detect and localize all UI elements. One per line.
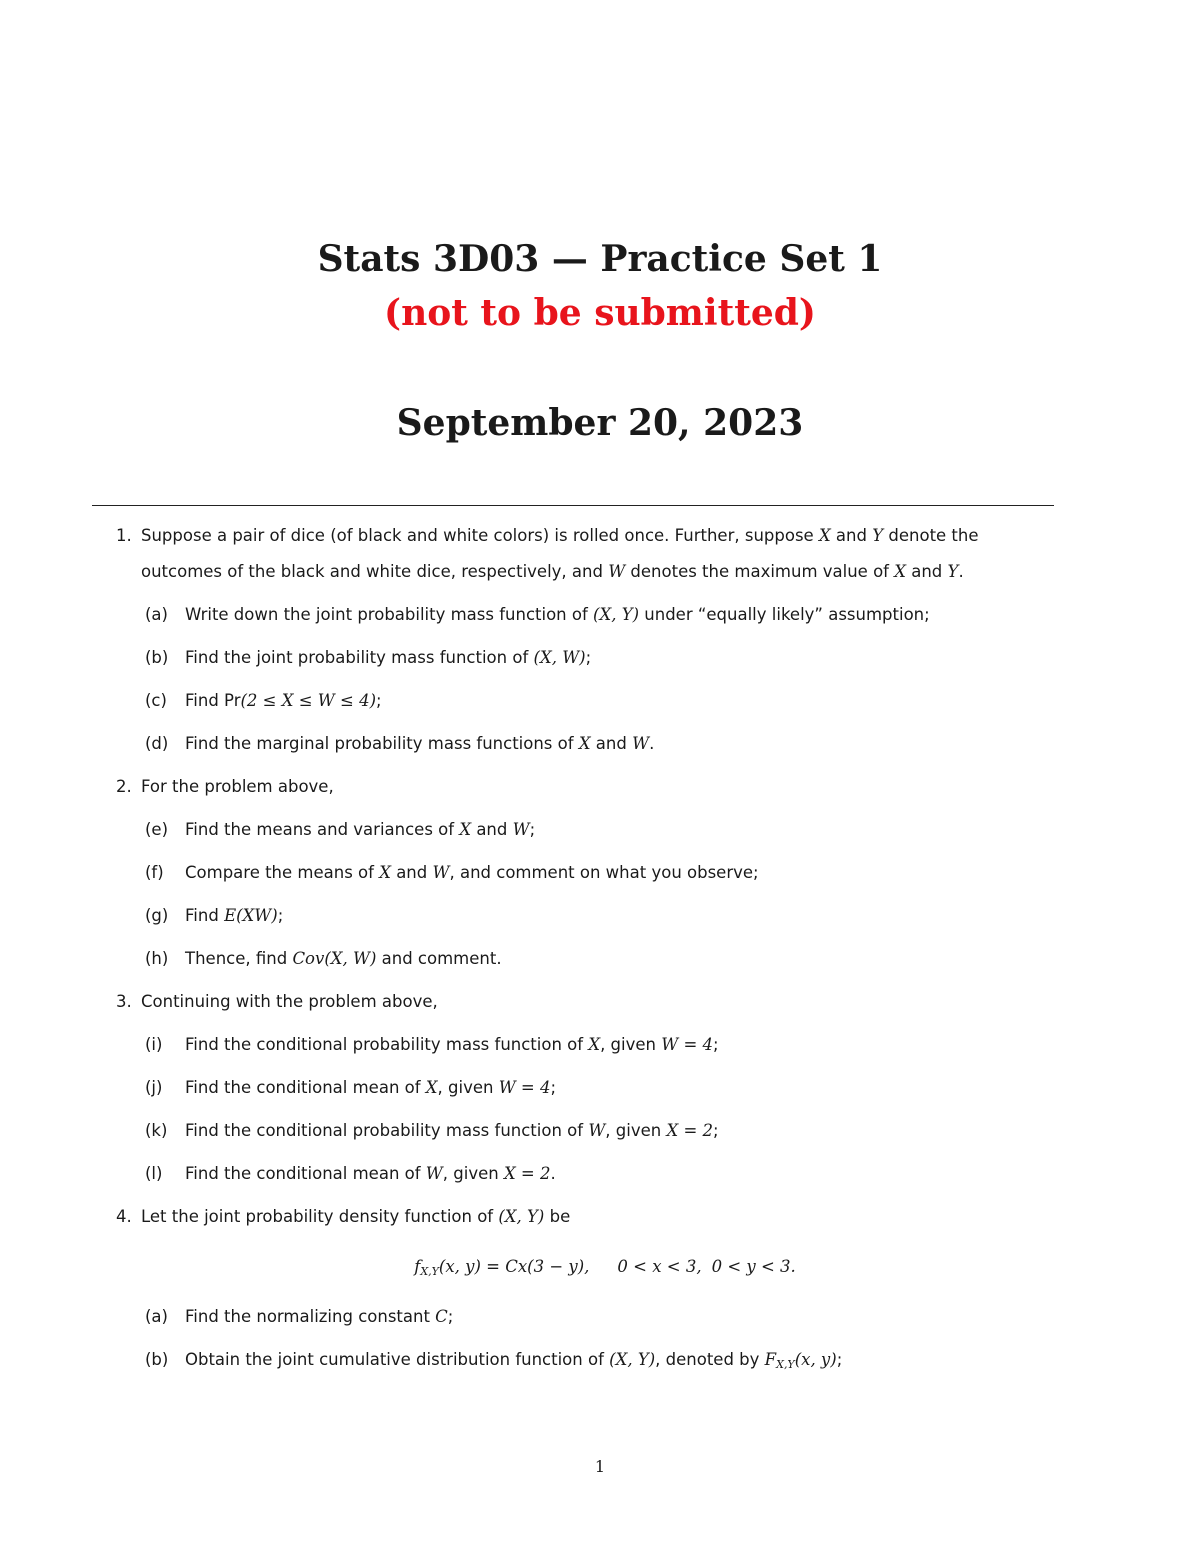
part-item: (b) Find the joint probability mass function of (X, W); [145, 648, 592, 667]
part-item: (d) Find the marginal probability mass functions of X and W. [145, 734, 655, 753]
question-parts [141, 1027, 1061, 1199]
question-1 [116, 518, 1061, 769]
question-text: Continuing with the problem above, [141, 992, 438, 1011]
question-text: Let the joint probability density function of (X, Y) be [141, 1207, 571, 1226]
part-item: (k) Find the conditional probability mass function of W, given X = 2; [145, 1121, 719, 1140]
part-item: (l) Find the conditional mean of W, given X = 2. [145, 1164, 556, 1183]
question-number: 1. [116, 526, 132, 545]
question-3 [116, 984, 1061, 1199]
question-number: 4. [116, 1207, 132, 1226]
question-text: For the problem above, [141, 777, 334, 796]
question-number: 2. [116, 777, 132, 796]
part-item: (h) Thence, find Cov(X, W) and comment. [145, 949, 502, 968]
question-text: Suppose a pair of dice (of black and white colors) is rolled once. Further, suppose X and Y denote the outcomes of the black and white dice, respectively, and W denotes the maximum value of X and Y. [141, 526, 979, 581]
part-item: (c) Find Pr(2 ≤ X ≤ W ≤ 4); [145, 691, 382, 710]
title-block [0, 232, 1200, 450]
part-item: (f) Compare the means of X and W, and comment on what you observe; [145, 863, 759, 882]
density-formula: $f_{X,Y}(x$, y) = Cx(3 − y), 0 < x < 3, 0 < y < 3. [414, 1257, 796, 1278]
part-item: (b) Obtain the joint cumulative distribution function of (X, Y), denoted by $F_{X,Y}(x$, y); [145, 1350, 843, 1371]
page-subtitle: (not to be submitted) [384, 292, 816, 334]
part-item: (a) Find the normalizing constant C; [145, 1307, 454, 1326]
part-item: (i) Find the conditional probability mass function of X, given W = 4; [145, 1035, 719, 1054]
page-number: 1 [594, 1457, 606, 1476]
question-2 [116, 769, 1061, 984]
page-title: Stats 3D03 — Practice Set 1 [317, 238, 883, 280]
part-item: (j) Find the conditional mean of X, given W = 4; [145, 1078, 557, 1097]
question-parts [141, 597, 1061, 769]
question-4 [116, 1199, 1061, 1385]
part-item: (a) Write down the joint probability mass function of (X, Y) under “equally likely” assumption; [145, 605, 930, 624]
question-number: 3. [116, 992, 132, 1011]
question-parts [141, 1299, 1061, 1385]
question-parts [141, 812, 1061, 984]
problem-list [116, 518, 1061, 1385]
title-divider [92, 505, 1054, 506]
page-date: September 20, 2023 [396, 402, 804, 444]
part-item: (e) Find the means and variances of X and W; [145, 820, 536, 839]
part-item: (g) Find E(XW); [145, 906, 284, 925]
